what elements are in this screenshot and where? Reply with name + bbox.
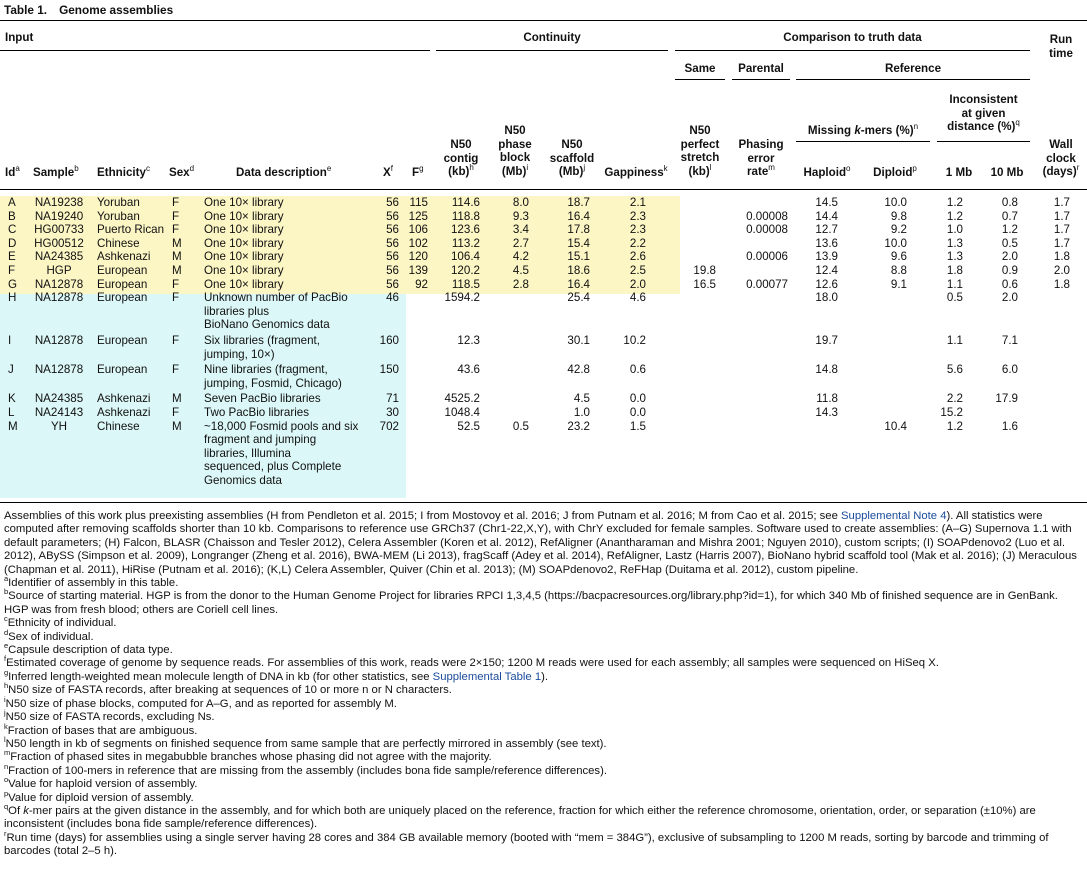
cell-phase: 4.2: [512, 250, 529, 264]
cell-hap: 13.9: [815, 250, 838, 264]
cell-mb1: 1.2: [946, 196, 963, 209]
cell-data-description: One 10× library: [204, 250, 284, 264]
cell-data-description: Two PacBio libraries: [204, 406, 310, 419]
cell-hap: 18.0: [815, 291, 838, 305]
cell-gap: 0.0: [629, 392, 646, 406]
cell-id: E: [8, 250, 16, 264]
cell-data-description: Seven PacBio libraries: [204, 392, 321, 406]
inconsistent-header: Inconsistent at given distance (%)$^q$: [947, 93, 1020, 133]
cell-sample: NA12878: [34, 291, 84, 305]
cell-mb1: 1.3: [946, 250, 963, 264]
footnote-b: $^b$Source of starting material. HGP is from the donor to the Human Genome Project for libraries RPCI 1,3,4,5 (https://bacpacresources.org/library.php?id=1), for which 340 Mb of finished sequence are in GenBank. HGP was from fresh blood; others are Coriell cell lines.: [4, 587, 1058, 616]
cell-contig: 1048.4: [444, 406, 480, 419]
footnote-g: $^g$Inferred length-weighted mean molecule length of DNA in kb (for other statistics, see Supplemental Table 1).: [4, 668, 549, 683]
cell-sex: F: [172, 334, 180, 347]
cell-perr: 0.00077: [746, 277, 788, 291]
cell-contig: 1594.2: [444, 291, 480, 305]
cell-sex: F: [172, 291, 180, 305]
cell-contig: 120.2: [450, 264, 480, 277]
cell-scaf: 17.8: [567, 223, 590, 237]
cell-phase: 2.7: [512, 236, 529, 250]
comparison-group-header: Comparison to truth data: [783, 31, 922, 44]
cell-data-description: One 10× library: [204, 236, 284, 250]
cell-f: 92: [415, 277, 428, 291]
cell-phase: 0.5: [512, 419, 529, 433]
footnotes: [4, 510, 1082, 859]
cell-data-description: One 10× library: [204, 209, 284, 223]
cell-f: 120: [408, 250, 428, 264]
footnote-main: Assemblies of this work plus preexisting assemblies (H from Pendleton et al. 2015; I from Mostovoy et al. 2016; J from Putnam et al. 2016; M from Cao et al. 2015; see Supplemental Note 4). All statistics were computed after removing scaffolds shorter than 10 kb. Comparisons to reference use GRCh37 (Chr1-22,X,Y), with ChrY excluded for female samples. Software used to create assemblies: (A–G) Supernova 1.1 with default parameters; (H) Falcon, BLASR (Chaisson and Tesler 2012), Celera Assembler (Koren et al. 2012), RefAligner (Anantharaman and Mishra 2001; Nguyen 2010), custom scripts; (I) SOAPdenovo2 (Luo et al. 2012), ABySS (Simpson et al. 2009), Longranger (Zheng et al. 2016), BWA-MEM (Li 2013), fragScaff (Adey et al. 2014), RefAligner, Lastz (Harris 2007), BioNano hybrid scaffold tool (Mak et al. 2016); (J) Meraculous (Chapman et al. 2011), HiRise (Putnam et al. 2016); (K,L) Celera Assembler, Quiver (Chin et al. 2013); (M) SOAPdenovo2, ReFHap (Duitama et al. 2012), custom pipeline.: [4, 510, 1077, 576]
supplemental-note-link[interactable]: Supplemental Note 4: [841, 510, 947, 522]
cell-sex: F: [172, 406, 180, 419]
footnote-j: $^j$N50 size of FASTA records, excluding Ns.: [4, 708, 215, 724]
cell-sex: F: [172, 196, 180, 209]
cell-contig: 106.4: [450, 250, 480, 264]
same-rule: [675, 79, 725, 80]
cell-phase: 8.0: [512, 196, 529, 209]
cell-gap: 2.5: [629, 264, 646, 277]
cell-x: 56: [386, 236, 399, 250]
col-phasing-error-rate: Phasing error rate$^m$: [738, 138, 784, 178]
cell-data-description: Unknown number of PacBio: [204, 291, 348, 305]
cell-sample: NA24143: [34, 406, 84, 419]
cell-f: 125: [408, 209, 428, 223]
cell-id: M: [8, 419, 18, 433]
cell-sample: NA12878: [34, 334, 84, 347]
footnote-c: $^c$Ethnicity of individual.: [4, 614, 117, 630]
cell-wall: 1.7: [1053, 209, 1070, 223]
cell-id: I: [8, 334, 12, 347]
cell-dip: 9.6: [890, 250, 907, 264]
cell-x: 56: [386, 264, 399, 277]
cell-id: F: [8, 264, 16, 277]
cell-x: 56: [386, 196, 399, 209]
cell-eth: Chinese: [97, 236, 140, 250]
cell-id: C: [8, 223, 17, 237]
cell-x: 71: [386, 392, 399, 406]
cell-x: 56: [386, 223, 399, 237]
cell-eth: European: [97, 291, 148, 305]
cell-perr: 0.00008: [746, 209, 788, 223]
cell-mb1: 15.2: [940, 406, 963, 419]
cell-sex: M: [172, 392, 182, 406]
col-id: Id$^a$: [5, 164, 20, 179]
footnote-f: $^f$Estimated coverage of genome by sequence reads. For assemblies of this work, reads were 2×150; 1200 M reads were used for each assembly; all samples were sequenced on HiSeq X.: [4, 654, 939, 670]
cell-sample: NA24385: [34, 392, 84, 406]
cell-data-description: fragment and jumping: [204, 433, 317, 447]
cell-eth: European: [97, 334, 148, 347]
cell-data-description: jumping, 10×): [204, 347, 275, 361]
footnote-m: $^m$Fraction of phased sites in megabubble branches whose phasing did not agree with the majority.: [4, 748, 492, 764]
cell-gap: 0.6: [629, 363, 646, 377]
cell-mb1: 1.0: [946, 223, 963, 237]
footnote-h: $^h$N50 size of FASTA records, after breaking at sequences of 10 or more n or N characters.: [4, 681, 452, 697]
cell-gap: 2.1: [629, 196, 646, 209]
cell-hap: 19.7: [815, 334, 838, 347]
cell-dip: 9.1: [890, 277, 907, 291]
col-diploid: Diploid$^p$: [873, 164, 917, 179]
cell-phase: 3.4: [512, 223, 529, 237]
cell-x: 30: [386, 406, 399, 419]
cell-stretch: 19.8: [693, 264, 716, 277]
cell-sex: F: [172, 277, 180, 291]
input-group-rule: [0, 50, 430, 51]
cell-wall: 1.8: [1053, 250, 1070, 264]
footnote-q: $^q$Of k-mer pairs at the given distance in the assembly, and for which both are uniquely placed on the reference, fraction for which either the reference chromosome, orientation, order, or separation (±10%) are inconsistent (includes bona fide sample/reference differences).: [4, 802, 1036, 831]
cell-hap: 13.6: [815, 236, 838, 250]
cell-gap: 2.0: [629, 277, 646, 291]
cell-gap: 2.3: [629, 223, 646, 237]
col-data-description: Data description$^e$: [236, 164, 332, 179]
cell-mb10: 6.0: [1001, 363, 1018, 377]
top-rule: [0, 20, 1087, 21]
cell-dip: 10.0: [884, 196, 907, 209]
cell-mb10: 1.6: [1001, 419, 1018, 433]
col-sample: Sample$^b$: [33, 164, 79, 179]
missing-kmers-header: Missing k-mers (%)$^n$: [807, 122, 919, 137]
footnote-k: $^k$Fraction of bases that are ambiguous.: [4, 721, 198, 737]
cell-dip: 9.2: [890, 223, 907, 237]
cell-mb1: 1.3: [946, 236, 963, 250]
cell-dip: 10.0: [884, 236, 907, 250]
cell-id: J: [8, 363, 14, 377]
cell-f: 115: [409, 196, 428, 209]
cell-stretch: 16.5: [693, 277, 716, 291]
cell-hap: 14.8: [815, 363, 838, 377]
cell-mb10: 0.5: [1001, 236, 1018, 250]
cell-hap: 14.4: [815, 209, 838, 223]
cell-contig: 113.2: [451, 236, 480, 250]
cell-gap: 1.5: [629, 419, 646, 433]
cell-contig: 4525.2: [444, 392, 480, 406]
table-bottom-rule: [0, 502, 1087, 503]
cell-scaf: 15.4: [567, 236, 590, 250]
cell-data-description: jumping, Fosmid, Chicago): [204, 376, 342, 390]
cell-x: 160: [379, 334, 399, 347]
col-sex: Sex$^d$: [169, 164, 195, 179]
col-gappiness: Gappiness$^k$: [604, 164, 668, 179]
cell-eth: European: [97, 264, 148, 277]
cell-x: 56: [386, 209, 399, 223]
cell-sample: NA19238: [34, 196, 84, 209]
footnote-p: $^p$Value for diploid version of assembly.: [4, 788, 194, 804]
cell-gap: 2.2: [629, 236, 646, 250]
cell-sample: HG00733: [34, 223, 84, 237]
cell-data-description: Nine libraries (fragment,: [204, 363, 328, 377]
cell-sample: NA12878: [34, 363, 84, 377]
cell-sample: HG00512: [34, 236, 84, 250]
cell-sample: HGP: [46, 264, 72, 277]
cell-sex: F: [172, 363, 180, 377]
reference-rule: [796, 79, 1030, 80]
cell-data-description: libraries plus: [204, 304, 270, 318]
runtime-header: Run time: [1049, 33, 1073, 60]
cell-contig: 43.6: [457, 363, 480, 377]
cell-sex: F: [172, 209, 180, 223]
footnote-i: $^i$N50 size of phase blocks, computed for A–G, and as reported for assembly M.: [4, 694, 397, 710]
col-10mb: 10 Mb: [990, 166, 1024, 179]
input-group-header: Input: [5, 31, 34, 44]
cell-mb10: 7.1: [1001, 334, 1018, 347]
col-f: $F^g$: [412, 164, 424, 179]
cell-hap: 14.3: [815, 406, 838, 419]
cell-eth: Yoruban: [97, 209, 140, 223]
comparison-group-rule: [675, 50, 1030, 51]
cell-mb10: 17.9: [995, 392, 1018, 406]
same-header: Same: [684, 62, 716, 75]
reference-header: Reference: [884, 62, 942, 75]
cell-wall: 1.8: [1053, 277, 1070, 291]
cell-gap: 10.2: [623, 334, 646, 347]
cell-mb1: 1.2: [946, 419, 963, 433]
cell-scaf: 16.4: [567, 209, 590, 223]
parental-rule: [732, 79, 790, 80]
col-n50-contig: N50 contig (kb)$^h$: [443, 138, 479, 178]
cell-eth: Chinese: [97, 419, 140, 433]
cell-id: L: [8, 406, 15, 419]
supplemental-table-link[interactable]: Supplemental Table 1: [432, 670, 542, 683]
cell-mb10: 0.7: [1001, 209, 1018, 223]
cell-x: 56: [386, 277, 399, 291]
cell-id: H: [8, 291, 17, 305]
cell-scaf: 4.5: [573, 392, 590, 406]
cell-wall: 1.7: [1053, 223, 1070, 237]
cell-mb1: 5.6: [946, 363, 963, 377]
cell-wall: 2.0: [1053, 264, 1070, 277]
cell-phase: 4.5: [512, 264, 529, 277]
cell-id: D: [8, 236, 17, 250]
inconsistent-rule: [937, 141, 1030, 142]
continuity-group-rule: [436, 50, 668, 51]
header-bottom-rule: [0, 189, 1087, 190]
cell-gap: 2.6: [629, 250, 646, 264]
cell-contig: 118.5: [451, 277, 480, 291]
cell-gap: 2.3: [629, 209, 646, 223]
cell-mb1: 1.8: [946, 264, 963, 277]
cell-data-description: Six libraries (fragment,: [204, 334, 320, 347]
cell-contig: 114.6: [451, 196, 480, 209]
cell-f: 102: [408, 236, 428, 250]
cell-sex: F: [172, 223, 180, 237]
cell-hap: 12.7: [815, 223, 838, 237]
cell-x: 702: [379, 419, 399, 433]
cell-mb10: 0.8: [1001, 196, 1018, 209]
cell-scaf: 23.2: [567, 419, 590, 433]
footnote-r: $^r$Run time (days) for assemblies using a single server having 28 cores and 384 GB available memory (booted with “mem = 384G”), exclusive of subsampling to 1200 M reads, sorting by barcode and trimming of barcodes (total 2–5 h).: [4, 828, 1049, 858]
cell-hap: 14.5: [815, 196, 838, 209]
cell-mb1: 0.5: [946, 291, 963, 305]
cell-eth: Ashkenazi: [97, 406, 151, 419]
cell-sex: M: [172, 236, 182, 250]
cell-f: 139: [408, 264, 428, 277]
cell-wall: 1.7: [1053, 236, 1070, 250]
cell-sex: M: [172, 264, 182, 277]
col-haploid: Haploid$^o$: [803, 164, 851, 179]
cell-hap: 12.4: [815, 264, 838, 277]
parental-header: Parental: [738, 62, 784, 75]
cell-scaf: 18.7: [567, 196, 590, 209]
col-ethnicity: Ethnicity$^c$: [97, 164, 150, 179]
col-n50-perfect-stretch: N50 perfect stretch (kb)$^l$: [680, 124, 720, 178]
cell-x: 56: [386, 250, 399, 264]
cell-scaf: 30.1: [567, 334, 590, 347]
cell-scaf: 42.8: [567, 363, 590, 377]
cell-id: A: [8, 196, 16, 209]
cell-contig: 12.3: [457, 334, 480, 347]
cell-mb1: 1.1: [946, 334, 963, 347]
cell-mb10: 0.9: [1001, 264, 1018, 277]
cell-data-description: Genomics data: [204, 474, 282, 487]
cell-sample: NA12878: [34, 277, 84, 291]
cell-phase: 2.8: [512, 277, 529, 291]
cell-gap: 4.6: [629, 291, 646, 305]
cell-dip: 10.4: [884, 419, 907, 433]
cell-sex: M: [172, 250, 182, 264]
continuity-group-header: Continuity: [523, 31, 581, 44]
col-x: $X^f$: [383, 164, 393, 179]
cell-data-description: libraries, Illumina: [204, 446, 291, 460]
cell-scaf: 15.1: [567, 250, 590, 264]
cell-contig: 52.5: [457, 419, 480, 433]
cell-phase: 9.3: [512, 209, 529, 223]
cell-hap: 11.8: [816, 392, 838, 406]
cell-mb10: 2.0: [1001, 250, 1018, 264]
cell-wall: 1.7: [1053, 196, 1070, 209]
footnote-a: $^a$Identifier of assembly in this table.: [4, 574, 179, 590]
cell-hap: 12.6: [815, 277, 838, 291]
col-1mb: 1 Mb: [945, 166, 973, 179]
cell-f: 106: [408, 223, 428, 237]
footnote-o: $^o$Value for haploid version of assembly.: [4, 775, 198, 791]
cell-perr: 0.00008: [746, 223, 788, 237]
col-n50-scaffold: N50 scaffold $(Mb)^j$: [549, 138, 595, 178]
table-title: Table 1. Genome assemblies: [4, 3, 174, 17]
cell-data-description: One 10× library: [204, 223, 284, 237]
cell-contig: 118.8: [451, 209, 480, 223]
cell-x: 46: [386, 291, 399, 305]
cell-sample: NA19240: [34, 209, 84, 223]
cell-scaf: 1.0: [573, 406, 590, 419]
cell-x: 150: [379, 363, 399, 377]
cell-scaf: 25.4: [567, 291, 590, 305]
cell-data-description: BioNano Genomics data: [204, 318, 330, 332]
cell-gap: 0.0: [629, 406, 646, 419]
cell-perr: 0.00006: [746, 250, 788, 264]
cell-id: K: [8, 392, 16, 406]
cell-mb10: 1.2: [1001, 223, 1018, 237]
cell-eth: Yoruban: [97, 196, 140, 209]
cell-scaf: 16.4: [567, 277, 590, 291]
col-wall-clock: Wall clock (days)$^r$: [1042, 138, 1080, 178]
cell-dip: 9.8: [890, 209, 907, 223]
cell-data-description: sequenced, plus Complete: [204, 460, 342, 474]
cell-dip: 8.8: [890, 264, 907, 277]
footnote-d: $^d$Sex of individual.: [4, 627, 94, 643]
cell-eth: European: [97, 363, 148, 377]
cell-sample: YH: [50, 419, 68, 433]
cell-eth: Ashkenazi: [97, 250, 151, 264]
footnote-n: $^n$Fraction of 100-mers in reference that are missing from the assembly (includes bona fide sample/reference differences).: [4, 761, 607, 777]
missing-rule: [796, 141, 930, 142]
cell-eth: Puerto Rican: [97, 223, 165, 237]
cell-id: G: [8, 277, 18, 291]
footnote-l: $^l$N50 length in kb of segments on finished sequence from same sample that are perfectly mirrored in assembly (see text).: [4, 735, 607, 750]
cell-eth: European: [97, 277, 148, 291]
cell-data-description: ~18,000 Fosmid pools and six: [204, 419, 359, 433]
cell-data-description: One 10× library: [204, 277, 284, 291]
cell-mb10: 2.0: [1001, 291, 1018, 305]
cell-contig: 123.6: [450, 223, 480, 237]
cell-sample: NA24385: [34, 250, 84, 264]
cell-eth: Ashkenazi: [97, 392, 151, 406]
footnote-e: $^e$Capsule description of data type.: [4, 641, 173, 657]
cell-sex: M: [172, 419, 182, 433]
cell-id: B: [8, 209, 16, 223]
col-n50-phase-block: N50 phase block $(Mb)^i$: [498, 124, 532, 178]
cell-mb10: 0.6: [1001, 277, 1018, 291]
cell-data-description: One 10× library: [204, 264, 284, 277]
cell-mb1: 2.2: [946, 392, 963, 406]
cell-mb1: 1.1: [946, 277, 963, 291]
cell-mb1: 1.2: [946, 209, 963, 223]
cell-scaf: 18.6: [567, 264, 590, 277]
cell-data-description: One 10× library: [204, 196, 284, 209]
